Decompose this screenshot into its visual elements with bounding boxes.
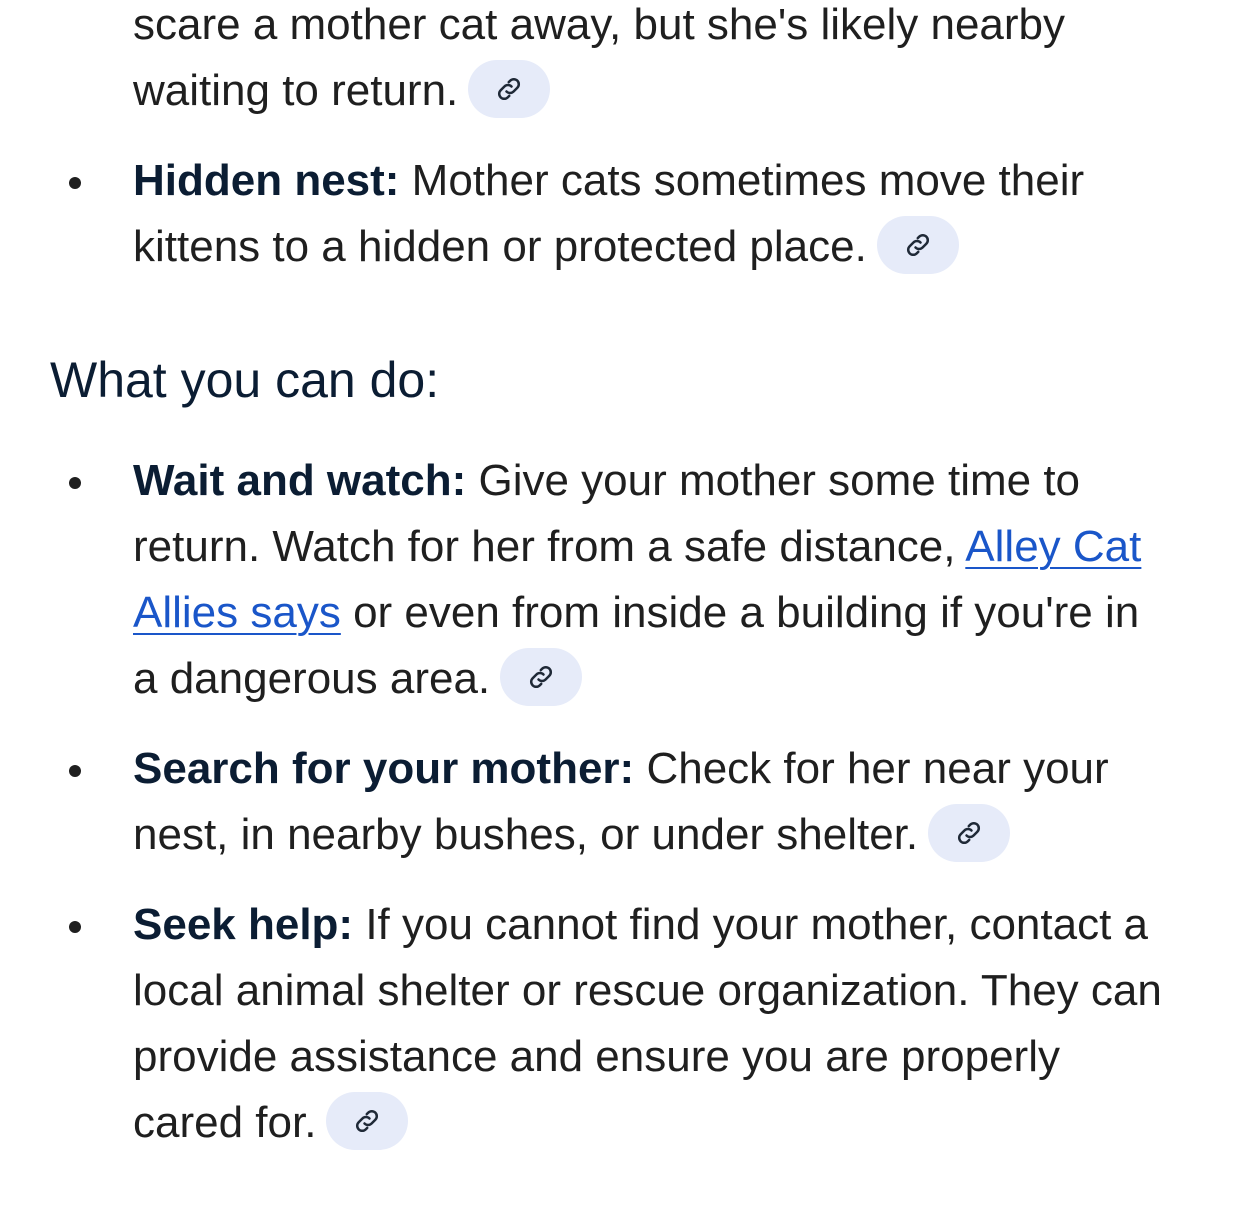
link-icon — [903, 230, 933, 260]
source-link-chip[interactable] — [928, 804, 1010, 862]
item-text-after-link: or even from inside a building if you're in a dangerous area. — [133, 588, 1140, 703]
link-icon — [494, 74, 524, 104]
source-link-chip[interactable] — [500, 648, 582, 706]
item-term: Search for your mother: — [133, 744, 635, 793]
item-term: Wait and watch: — [133, 456, 467, 505]
item-text: If you cannot find your mother, contact a local animal shelter or rescue organization. They can provide assistance and ensure you are properly cared for. — [133, 900, 1162, 1147]
bullet-dot — [69, 177, 81, 189]
actions-list — [0, 448, 1242, 1156]
link-icon — [526, 662, 556, 692]
list-item-hidden-nest — [0, 148, 1242, 280]
list-item-wait-and-watch — [0, 448, 1242, 712]
bullet-dot — [69, 477, 81, 489]
list-item-seek-help — [0, 892, 1242, 1156]
item-text: Give your mother some time to return. Watch for her from a safe distance, — [133, 456, 1081, 571]
item-term: Seek help: — [133, 900, 354, 949]
alley-cat-allies-link[interactable]: Alley Cat Allies says — [133, 522, 1142, 637]
link-icon — [352, 1106, 382, 1136]
item-text: Check for her near your nest, in nearby bushes, or under shelter. — [133, 744, 1109, 859]
source-link-chip[interactable] — [877, 216, 959, 274]
causes-list — [0, 0, 1242, 280]
list-item-text: scare a mother cat away, but she's likely nearby waiting to return. — [133, 0, 1066, 115]
item-text: Mother cats sometimes move their kittens to a hidden or protected place. — [133, 156, 1085, 271]
source-link-chip[interactable] — [326, 1092, 408, 1150]
list-item — [0, 0, 1242, 124]
source-link-chip[interactable] — [468, 60, 550, 118]
section-heading: What you can do: — [50, 352, 440, 408]
link-icon — [954, 818, 984, 848]
item-term: Hidden nest: — [133, 156, 400, 205]
bullet-dot — [69, 765, 81, 777]
bullet-dot — [69, 921, 81, 933]
list-item-search-for-mother — [0, 736, 1242, 868]
